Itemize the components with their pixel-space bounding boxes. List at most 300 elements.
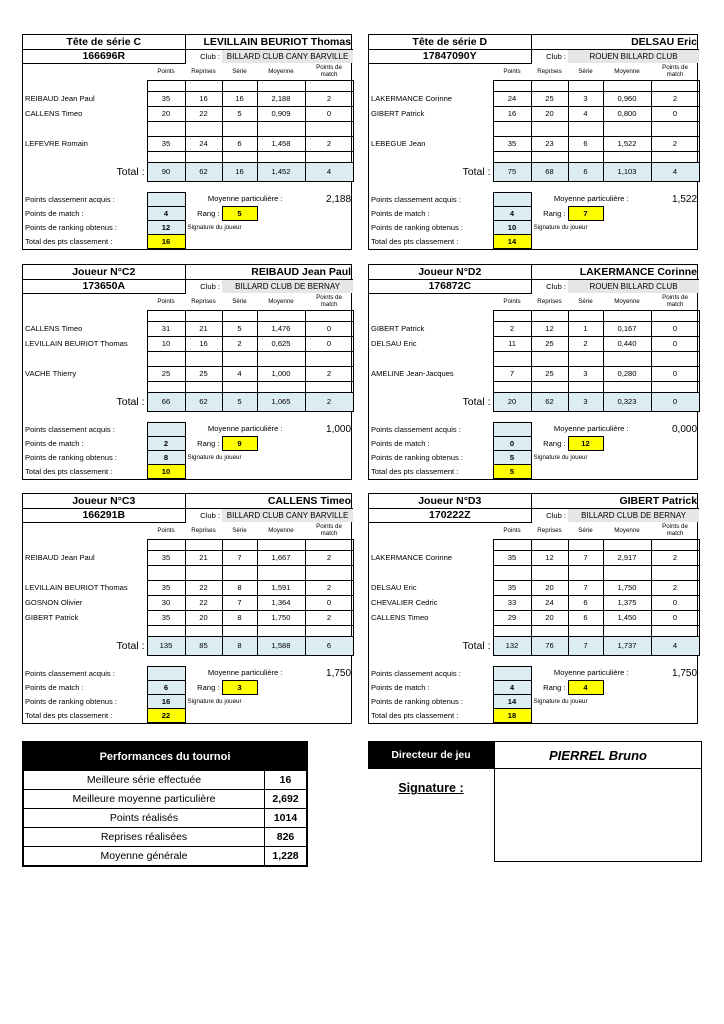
opponent-name: LEFEVRE Romain bbox=[25, 139, 88, 148]
match-value bbox=[531, 351, 568, 366]
player-card bbox=[368, 264, 698, 480]
match-value: 16 bbox=[493, 106, 531, 121]
match-value: 25 bbox=[531, 336, 568, 351]
match-value: 2 bbox=[305, 610, 353, 625]
match-value: 1,750 bbox=[603, 580, 651, 595]
total-value: 62 bbox=[185, 392, 222, 411]
match-value: 5 bbox=[222, 106, 257, 121]
match-value bbox=[651, 351, 699, 366]
match-value: 0 bbox=[305, 336, 353, 351]
match-value: 24 bbox=[531, 595, 568, 610]
ranking-value: 5 bbox=[493, 450, 531, 464]
opponent-name: VACHE Thierry bbox=[25, 369, 77, 378]
match-value bbox=[603, 565, 651, 580]
license-number: 176872C bbox=[369, 279, 531, 293]
match-value: 25 bbox=[531, 366, 568, 381]
rang-label: Rang : bbox=[543, 208, 566, 218]
match-value bbox=[257, 351, 305, 366]
match-row bbox=[23, 580, 353, 595]
club-label: Club : bbox=[531, 508, 568, 522]
total-label: Total : bbox=[116, 395, 145, 408]
match-value: 2 bbox=[305, 136, 353, 151]
moy-part-label: Moyenne particulière : bbox=[553, 424, 629, 434]
match-value bbox=[257, 121, 305, 136]
pts-match-label: Points de match : bbox=[371, 208, 430, 218]
match-value bbox=[568, 351, 603, 366]
moy-part-value: 0,000 bbox=[671, 423, 698, 435]
match-row bbox=[23, 595, 353, 610]
rang-value: 12 bbox=[568, 436, 603, 450]
ranking-label: Points de ranking obtenus : bbox=[371, 696, 464, 706]
total-pts-label: Total des pts classement : bbox=[371, 236, 459, 246]
ranking-label: Points de ranking obtenus : bbox=[25, 452, 118, 462]
rang-value: 5 bbox=[222, 206, 257, 220]
perf-label: Points réalisés bbox=[24, 809, 265, 828]
moy-part-value: 1,522 bbox=[671, 193, 698, 205]
column-header: Points de match bbox=[662, 523, 688, 538]
match-value: 0 bbox=[651, 106, 699, 121]
opponent-name: GOSNON Olivier bbox=[25, 598, 83, 607]
club-name: ROUEN BILLARD CLUB bbox=[568, 279, 699, 293]
column-header: Points bbox=[503, 527, 521, 534]
pts-classement-label: Points classement acquis : bbox=[371, 668, 461, 678]
match-value: 31 bbox=[147, 321, 185, 336]
card-title: Joueur N°D3 bbox=[369, 494, 531, 508]
match-value: 21 bbox=[185, 321, 222, 336]
signature-label: Signature du joueur bbox=[187, 223, 242, 231]
match-row bbox=[23, 91, 353, 106]
match-row bbox=[23, 321, 353, 336]
rang-label: Rang : bbox=[197, 438, 220, 448]
match-value: 0 bbox=[651, 336, 699, 351]
opponent-name: LAKERMANCE Corinne bbox=[371, 94, 453, 103]
match-value: 35 bbox=[147, 610, 185, 625]
total-pts-value: 14 bbox=[493, 234, 531, 248]
moy-part-label: Moyenne particulière : bbox=[553, 668, 629, 678]
column-header: Points de match bbox=[316, 294, 342, 309]
opponent-name bbox=[369, 351, 493, 366]
match-row bbox=[23, 106, 353, 121]
license-number: 173650A bbox=[23, 279, 185, 293]
director-signature-box[interactable] bbox=[494, 769, 702, 862]
pts-classement-box bbox=[147, 192, 185, 206]
column-header: Série bbox=[232, 526, 247, 534]
performance-title: Performances du tournoi bbox=[24, 743, 307, 771]
column-header: Moyenne bbox=[268, 297, 294, 305]
pts-match-value: 4 bbox=[493, 206, 531, 220]
player-name: DELSAU Eric bbox=[531, 35, 699, 49]
match-row bbox=[369, 106, 699, 121]
match-value: 2 bbox=[651, 136, 699, 151]
match-value: 0 bbox=[305, 106, 353, 121]
match-value bbox=[257, 565, 305, 580]
match-value: 35 bbox=[147, 91, 185, 106]
card-title: Tête de série C bbox=[23, 35, 185, 49]
opponent-name: DELSAU Eric bbox=[371, 583, 417, 592]
match-value: 2 bbox=[651, 580, 699, 595]
match-value bbox=[531, 121, 568, 136]
match-value: 0,167 bbox=[603, 321, 651, 336]
pts-classement-label: Points classement acquis : bbox=[371, 194, 461, 204]
match-value: 8 bbox=[222, 580, 257, 595]
perf-label: Meilleure série effectuée bbox=[24, 771, 265, 790]
column-header: Moyenne bbox=[614, 526, 640, 534]
match-value: 16 bbox=[222, 91, 257, 106]
club-label: Club : bbox=[185, 508, 222, 522]
match-row bbox=[23, 610, 353, 625]
signature-label: Signature du joueur bbox=[533, 453, 588, 461]
match-value: 10 bbox=[147, 336, 185, 351]
ranking-label: Points de ranking obtenus : bbox=[25, 222, 118, 232]
opponent-name: REIBAUD Jean Paul bbox=[25, 94, 95, 103]
opponent-name: LAKERMANCE Corinne bbox=[371, 553, 453, 562]
pts-classement-label: Points classement acquis : bbox=[25, 194, 115, 204]
total-value: 1,103 bbox=[603, 162, 651, 181]
match-value: 0 bbox=[651, 595, 699, 610]
opponent-name bbox=[23, 121, 147, 136]
match-value: 20 bbox=[147, 106, 185, 121]
column-header: Série bbox=[578, 297, 593, 305]
match-value: 2 bbox=[493, 321, 531, 336]
match-value bbox=[603, 121, 651, 136]
total-label: Total : bbox=[462, 639, 491, 652]
pts-match-value: 6 bbox=[147, 680, 185, 694]
match-value: 2 bbox=[651, 550, 699, 565]
match-value: 1,000 bbox=[257, 366, 305, 381]
opponent-name: CALLENS Timeo bbox=[25, 109, 83, 118]
match-value: 0,909 bbox=[257, 106, 305, 121]
match-value bbox=[185, 351, 222, 366]
total-value: 20 bbox=[493, 392, 531, 411]
match-value bbox=[603, 351, 651, 366]
opponent-name: LEVILLAIN BEURIOT Thomas bbox=[25, 583, 128, 592]
match-value: 6 bbox=[568, 136, 603, 151]
player-name: LEVILLAIN BEURIOT Thomas bbox=[185, 35, 353, 49]
match-value: 1,750 bbox=[257, 610, 305, 625]
match-value: 1 bbox=[568, 321, 603, 336]
column-header: Série bbox=[232, 67, 247, 75]
total-value: 4 bbox=[651, 162, 699, 181]
column-header: Points bbox=[157, 68, 175, 75]
rang-label: Rang : bbox=[543, 438, 566, 448]
total-value: 76 bbox=[531, 636, 568, 655]
match-row bbox=[369, 136, 699, 151]
match-value: 2 bbox=[222, 336, 257, 351]
moy-part-value: 2,188 bbox=[326, 193, 352, 205]
match-value bbox=[222, 351, 257, 366]
match-value: 3 bbox=[568, 366, 603, 381]
match-value: 4 bbox=[222, 366, 257, 381]
column-header: Moyenne bbox=[614, 67, 640, 75]
match-row bbox=[369, 91, 699, 106]
match-value bbox=[493, 121, 531, 136]
pts-match-value: 4 bbox=[493, 680, 531, 694]
moy-part-value: 1,750 bbox=[326, 667, 352, 679]
opponent-name bbox=[369, 565, 493, 580]
column-header: Moyenne bbox=[268, 526, 294, 534]
match-value: 0 bbox=[651, 321, 699, 336]
match-row bbox=[369, 121, 699, 136]
perf-label: Reprises réalisées bbox=[24, 828, 265, 847]
total-label: Total : bbox=[462, 395, 491, 408]
match-row bbox=[23, 121, 353, 136]
signature-label: Signature du joueur bbox=[187, 453, 242, 461]
total-value: 75 bbox=[493, 162, 531, 181]
match-value: 20 bbox=[531, 580, 568, 595]
match-value: 25 bbox=[147, 366, 185, 381]
rang-value: 3 bbox=[222, 680, 257, 694]
signature-label: Signature du joueur bbox=[187, 697, 242, 705]
match-value: 11 bbox=[493, 336, 531, 351]
pts-match-value: 2 bbox=[147, 436, 185, 450]
match-value: 35 bbox=[493, 550, 531, 565]
opponent-name: DELSAU Eric bbox=[371, 339, 417, 348]
perf-label: Meilleure moyenne particulière bbox=[24, 790, 265, 809]
match-value bbox=[493, 351, 531, 366]
match-value: 35 bbox=[147, 580, 185, 595]
total-value: 1,065 bbox=[257, 392, 305, 411]
match-value: 2 bbox=[305, 550, 353, 565]
tournament-performance-table bbox=[22, 741, 308, 867]
match-value: 22 bbox=[185, 595, 222, 610]
player-card bbox=[368, 34, 698, 250]
ranking-label: Points de ranking obtenus : bbox=[25, 696, 118, 706]
opponent-name: GIBERT Patrick bbox=[25, 613, 79, 622]
club-name: BILLARD CLUB DE BERNAY bbox=[568, 508, 699, 522]
match-value: 1,667 bbox=[257, 550, 305, 565]
match-value: 2,188 bbox=[257, 91, 305, 106]
match-value bbox=[222, 121, 257, 136]
match-value bbox=[305, 121, 353, 136]
total-value: 8 bbox=[222, 636, 257, 655]
total-value: 0 bbox=[651, 392, 699, 411]
column-header: Points de match bbox=[316, 523, 342, 538]
match-value: 0,440 bbox=[603, 336, 651, 351]
match-value: 6 bbox=[568, 610, 603, 625]
match-value bbox=[305, 351, 353, 366]
rang-value: 7 bbox=[568, 206, 603, 220]
match-value: 24 bbox=[493, 91, 531, 106]
match-value bbox=[147, 121, 185, 136]
club-name: BILLARD CLUB DE BERNAY bbox=[222, 279, 353, 293]
match-value: 7 bbox=[493, 366, 531, 381]
column-header: Moyenne bbox=[614, 297, 640, 305]
total-value: 85 bbox=[185, 636, 222, 655]
ranking-value: 10 bbox=[493, 220, 531, 234]
match-value: 1,375 bbox=[603, 595, 651, 610]
player-name: REIBAUD Jean Paul bbox=[185, 265, 353, 279]
card-title: Joueur N°D2 bbox=[369, 265, 531, 279]
total-value: 90 bbox=[147, 162, 185, 181]
card-title: Tête de série D bbox=[369, 35, 531, 49]
pts-classement-label: Points classement acquis : bbox=[25, 668, 115, 678]
opponent-name: GIBERT Patrick bbox=[371, 109, 425, 118]
match-value: 1,458 bbox=[257, 136, 305, 151]
total-value: 68 bbox=[531, 162, 568, 181]
ranking-value: 8 bbox=[147, 450, 185, 464]
signature-label: Signature du joueur bbox=[533, 223, 588, 231]
perf-label: Moyenne générale bbox=[24, 847, 265, 866]
total-value: 3 bbox=[568, 392, 603, 411]
total-value: 132 bbox=[493, 636, 531, 655]
opponent-name: CHEVALIER Cedric bbox=[371, 598, 438, 607]
match-value: 22 bbox=[185, 580, 222, 595]
match-value: 25 bbox=[185, 366, 222, 381]
match-value: 7 bbox=[568, 580, 603, 595]
moy-part-label: Moyenne particulière : bbox=[207, 668, 283, 678]
match-row bbox=[369, 595, 699, 610]
opponent-name bbox=[369, 121, 493, 136]
match-value: 6 bbox=[222, 136, 257, 151]
perf-value: 826 bbox=[265, 828, 307, 847]
match-value: 1,591 bbox=[257, 580, 305, 595]
total-pts-label: Total des pts classement : bbox=[25, 710, 113, 720]
match-value: 2 bbox=[651, 91, 699, 106]
match-value: 2 bbox=[305, 366, 353, 381]
total-value: 16 bbox=[222, 162, 257, 181]
column-header: Points de match bbox=[662, 294, 688, 309]
pts-classement-box bbox=[493, 666, 531, 680]
club-label: Club : bbox=[185, 49, 222, 63]
match-value: 0,625 bbox=[257, 336, 305, 351]
match-value bbox=[305, 565, 353, 580]
match-value: 7 bbox=[568, 550, 603, 565]
match-row bbox=[369, 610, 699, 625]
perf-value: 1014 bbox=[265, 809, 307, 828]
ranking-value: 12 bbox=[147, 220, 185, 234]
match-value: 0,960 bbox=[603, 91, 651, 106]
moy-part-value: 1,000 bbox=[326, 423, 352, 435]
club-label: Club : bbox=[185, 279, 222, 293]
match-value: 20 bbox=[185, 610, 222, 625]
match-value: 1,476 bbox=[257, 321, 305, 336]
pts-match-value: 4 bbox=[147, 206, 185, 220]
match-row bbox=[369, 321, 699, 336]
total-value: 62 bbox=[531, 392, 568, 411]
total-pts-value: 10 bbox=[147, 464, 185, 478]
match-row bbox=[23, 336, 353, 351]
opponent-name: REIBAUD Jean Paul bbox=[25, 553, 95, 562]
total-value: 4 bbox=[305, 162, 353, 181]
match-row bbox=[369, 366, 699, 381]
opponent-name: CALLENS Timeo bbox=[25, 324, 83, 333]
match-value: 1,450 bbox=[603, 610, 651, 625]
match-row bbox=[369, 336, 699, 351]
signature-label: Signature du joueur bbox=[533, 697, 588, 705]
match-value bbox=[222, 565, 257, 580]
match-row bbox=[369, 550, 699, 565]
column-header: Reprises bbox=[191, 297, 216, 305]
pts-match-label: Points de match : bbox=[25, 208, 84, 218]
total-value: 4 bbox=[651, 636, 699, 655]
card-title: Joueur N°C2 bbox=[23, 265, 185, 279]
pts-match-label: Points de match : bbox=[371, 682, 430, 692]
column-header: Reprises bbox=[537, 67, 562, 75]
match-row bbox=[369, 351, 699, 366]
total-label: Total : bbox=[116, 639, 145, 652]
total-pts-value: 22 bbox=[147, 708, 185, 722]
license-number: 17847090Y bbox=[369, 49, 531, 63]
column-header: Reprises bbox=[537, 526, 562, 534]
club-name: BILLARD CLUB CANY BARVILLE bbox=[222, 49, 353, 63]
rang-value: 4 bbox=[568, 680, 603, 694]
rang-label: Rang : bbox=[197, 208, 220, 218]
total-value: 6 bbox=[305, 636, 353, 655]
total-value: 1,588 bbox=[257, 636, 305, 655]
total-value: 135 bbox=[147, 636, 185, 655]
match-value bbox=[568, 121, 603, 136]
player-name: LAKERMANCE Corinne bbox=[531, 265, 699, 279]
match-value: 0 bbox=[305, 595, 353, 610]
column-header: Points bbox=[157, 298, 175, 305]
ranking-label: Points de ranking obtenus : bbox=[371, 452, 464, 462]
column-header: Reprises bbox=[191, 67, 216, 75]
column-header: Série bbox=[232, 297, 247, 305]
total-pts-value: 16 bbox=[147, 234, 185, 248]
column-header: Points bbox=[503, 298, 521, 305]
match-value: 35 bbox=[493, 580, 531, 595]
total-label: Total : bbox=[462, 165, 491, 178]
match-row bbox=[23, 351, 353, 366]
match-value: 35 bbox=[493, 136, 531, 151]
match-value: 7 bbox=[222, 550, 257, 565]
match-row bbox=[23, 550, 353, 565]
match-row bbox=[369, 580, 699, 595]
total-label: Total : bbox=[116, 165, 145, 178]
match-value: 35 bbox=[147, 550, 185, 565]
total-value: 7 bbox=[568, 636, 603, 655]
match-value: 24 bbox=[185, 136, 222, 151]
column-header: Points bbox=[157, 527, 175, 534]
license-number: 166696R bbox=[23, 49, 185, 63]
match-value: 5 bbox=[222, 321, 257, 336]
match-value: 20 bbox=[531, 106, 568, 121]
opponent-name: LEVILLAIN BEURIOT Thomas bbox=[25, 339, 128, 348]
total-pts-value: 18 bbox=[493, 708, 531, 722]
match-value: 1,522 bbox=[603, 136, 651, 151]
match-value: 2 bbox=[305, 91, 353, 106]
match-value: 21 bbox=[185, 550, 222, 565]
column-header: Moyenne bbox=[268, 67, 294, 75]
total-pts-value: 5 bbox=[493, 464, 531, 478]
total-pts-label: Total des pts classement : bbox=[25, 236, 113, 246]
game-director-block bbox=[368, 741, 702, 862]
moy-part-value: 1,750 bbox=[672, 667, 698, 679]
match-value bbox=[147, 565, 185, 580]
opponent-name: GIBERT Patrick bbox=[371, 324, 425, 333]
pts-match-label: Points de match : bbox=[371, 438, 430, 448]
match-value: 0 bbox=[651, 366, 699, 381]
moy-part-label: Moyenne particulière : bbox=[207, 194, 283, 204]
column-header: Reprises bbox=[191, 526, 216, 534]
match-value: 23 bbox=[531, 136, 568, 151]
match-value bbox=[568, 565, 603, 580]
moy-part-label: Moyenne particulière : bbox=[207, 424, 283, 434]
license-number: 166291B bbox=[23, 508, 185, 522]
perf-value: 2,692 bbox=[265, 790, 307, 809]
column-header: Points de match bbox=[662, 64, 688, 79]
pts-match-label: Points de match : bbox=[25, 438, 84, 448]
pts-classement-box bbox=[493, 422, 531, 436]
opponent-name bbox=[23, 565, 147, 580]
pts-classement-label: Points classement acquis : bbox=[25, 424, 115, 434]
column-header: Série bbox=[578, 526, 593, 534]
perf-value: 1,228 bbox=[265, 847, 307, 866]
ranking-value: 14 bbox=[493, 694, 531, 708]
opponent-name: LEBEGUE Jean bbox=[371, 139, 426, 148]
match-value bbox=[185, 121, 222, 136]
match-row bbox=[23, 136, 353, 151]
